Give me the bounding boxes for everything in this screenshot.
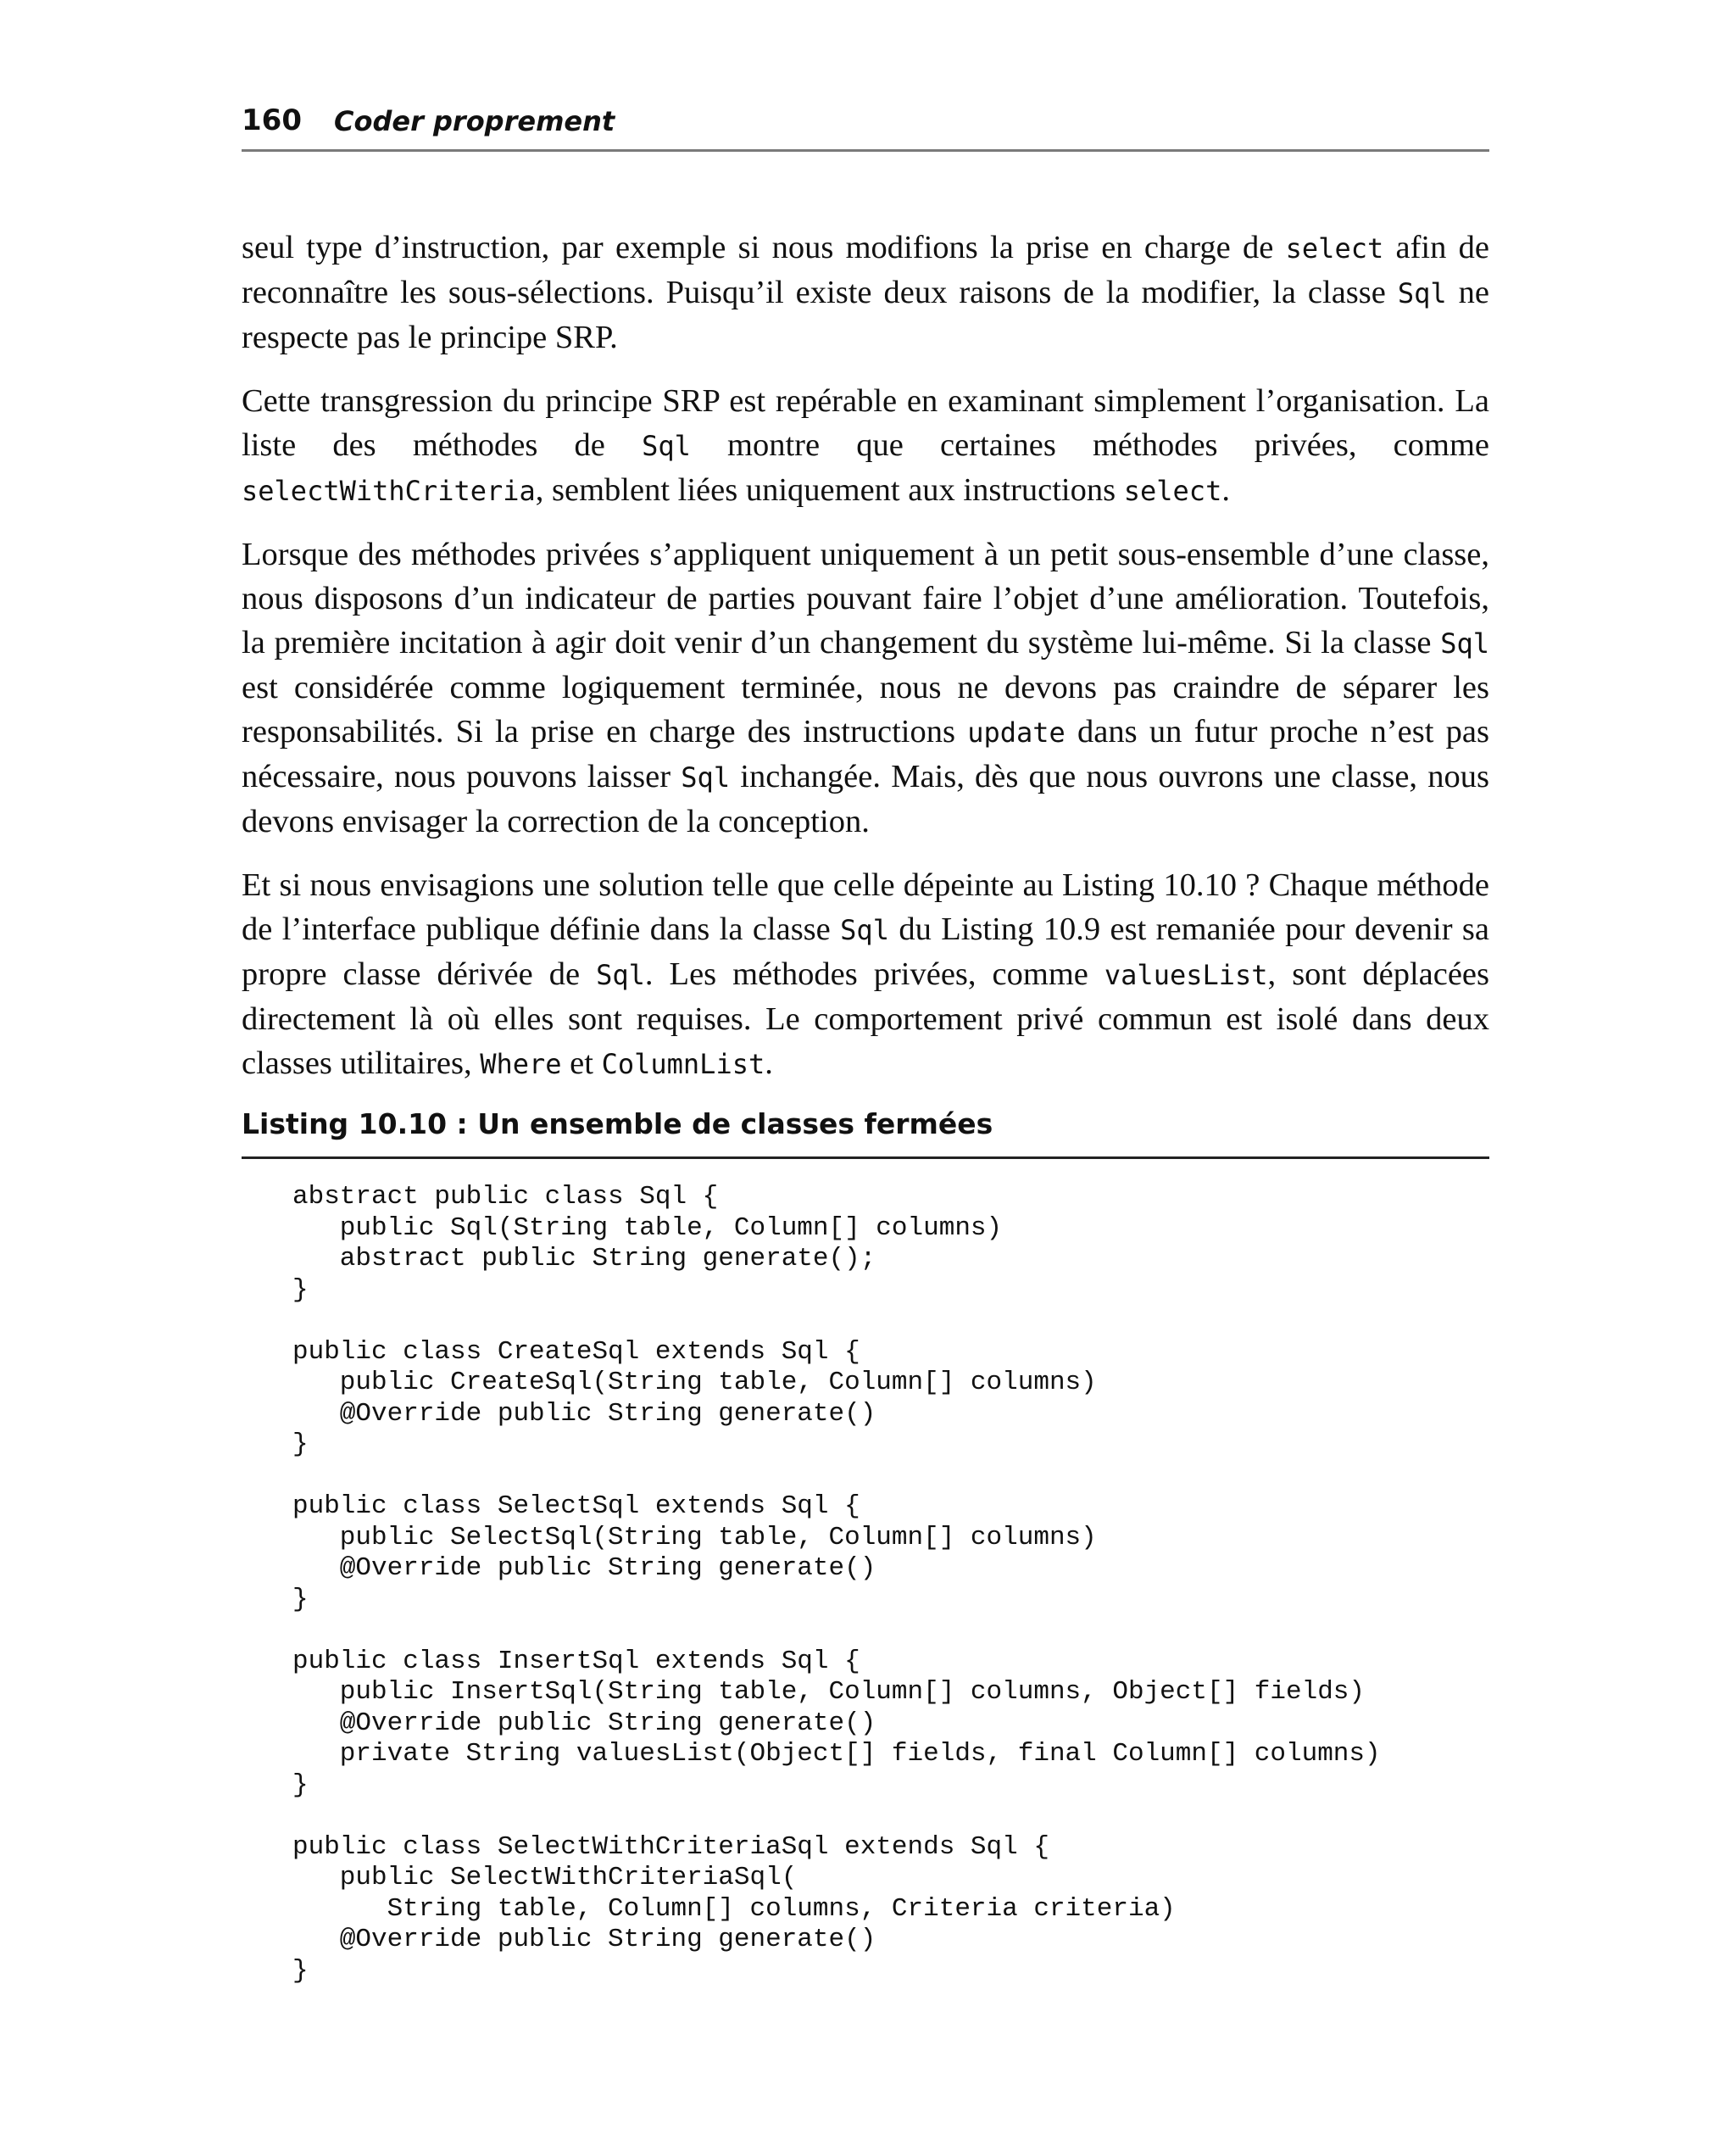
- listing-title: Listing 10.10 : Un ensemble de classes fermées: [242, 1107, 993, 1140]
- inline-code: Sql: [642, 430, 691, 462]
- inline-code: Where: [480, 1048, 562, 1080]
- inline-code: Sql: [1397, 277, 1447, 309]
- paragraph: [242, 226, 1489, 359]
- inline-code: update: [967, 716, 1066, 749]
- text-run: afin de reconnaître les sous-sélections. Puisqu’il existe deux raisons de la modifier, la classe: [242, 230, 1489, 310]
- text-run: Lorsque des méthodes privées s’appliquent uniquement à un petit sous-ensemble d’une classe, nous disposons d’un indicateur de parties pouvant faire l’objet d’une amélioration. Toutefois, la première incitation à agir doit venir d’un changement du système lui-même. Si la classe: [242, 537, 1489, 660]
- book-title: Coder proprement: [334, 105, 615, 137]
- listing-rule: [242, 1156, 1489, 1159]
- text-run: ne respecte pas le principe SRP.: [242, 275, 1489, 355]
- text-run: . Les méthodes privées, comme: [644, 956, 1104, 992]
- text-run: seul type d’instruction, par exemple si nous modifions la prise en charge de: [242, 230, 1286, 265]
- running-head: [242, 100, 1489, 151]
- body-text: [242, 226, 1489, 1086]
- inline-code: selectWithCriteria: [242, 475, 536, 507]
- header-rule: [242, 149, 1489, 152]
- code-listing: abstract public class Sql { public Sql(String table, Column[] columns) abstract public String generate(); } public class CreateSql extends Sql { public CreateSql(String table, Column[] columns) @Override public String generate() } public class SelectSql extends Sql { public SelectSql(String table, Column[] columns) @Override public String generate() } public class InsertSql extends Sql { public InsertSql(String table, Column[] columns, Object[] fields) @Override public String generate() private String valuesList(Object[] fields, final Column[] columns) } public class SelectWithCriteriaSql extends Sql { public SelectWithCriteriaSql( String table, Column[] columns, Criteria criteria) @Override public String generate() }: [292, 1182, 1381, 1986]
- page-number: 160: [242, 103, 302, 137]
- inline-code: Sql: [596, 959, 645, 991]
- paragraph: [242, 532, 1489, 844]
- text-run: dans un futur proche n’est pas nécessaire, nous pouvons laisser: [242, 714, 1489, 794]
- text-run: , sont déplacées directement là où elles sont requises. Le comportement privé commun est isolé dans deux classes utilitaires,: [242, 956, 1490, 1081]
- text-run: Cette transgression du principe SRP est repérable en examinant simplement l’organisation. La liste des méthodes de: [242, 383, 1489, 463]
- paragraph: [242, 379, 1489, 513]
- text-run: .: [1221, 472, 1230, 508]
- inline-code: select: [1123, 475, 1222, 507]
- text-run: du Listing 10.9 est remaniée pour devenir sa propre classe dérivée de: [242, 911, 1489, 992]
- text-run: , semblent liées uniquement aux instructions: [535, 472, 1124, 508]
- inline-code: Sql: [1440, 627, 1489, 660]
- text-run: est considérée comme logiquement terminée, nous ne devons pas craindre de séparer les responsabilités. Si la prise en charge des instructions: [242, 670, 1489, 750]
- inline-code: Sql: [840, 914, 889, 946]
- text-run: inchangée. Mais, dès que nous ouvrons une classe, nous devons envisager la correction de la conception.: [242, 759, 1489, 839]
- text-run: .: [765, 1045, 773, 1081]
- inline-code: select: [1285, 232, 1384, 265]
- text-run: et: [561, 1045, 602, 1081]
- inline-code: Sql: [681, 761, 731, 794]
- inline-code: valuesList: [1104, 959, 1268, 991]
- text-run: Et si nous envisagions une solution telle que celle dépeinte au Listing 10.10 ? Chaque méthode de l’interface publique définie dans la classe: [242, 867, 1489, 947]
- paragraph: [242, 863, 1489, 1086]
- text-run: montre que certaines méthodes privées, comme: [690, 427, 1489, 463]
- inline-code: ColumnList: [601, 1048, 765, 1080]
